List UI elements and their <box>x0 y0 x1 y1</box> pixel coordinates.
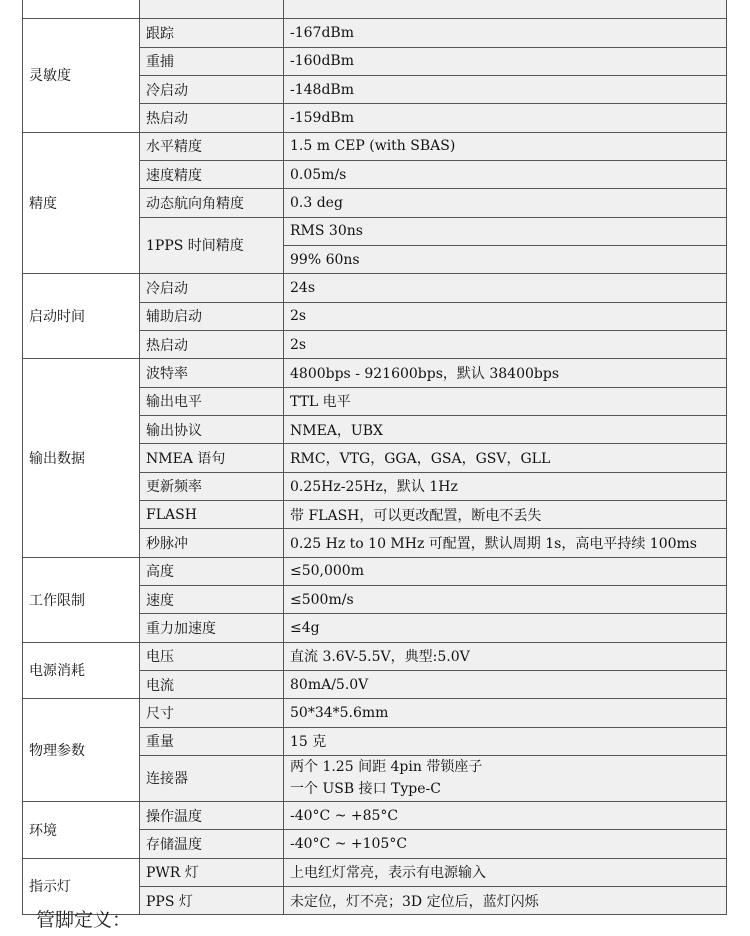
category-cell: 电源消耗 <box>23 642 140 699</box>
param-cell: 秒脉冲 <box>140 529 284 557</box>
param-cell: 操作温度 <box>140 801 284 829</box>
category-cell: 工作限制 <box>23 557 140 642</box>
category-cell: 灵敏度 <box>23 19 140 132</box>
param-cell: PPS 灯 <box>140 886 284 914</box>
param-cell: 更新频率 <box>140 472 284 500</box>
param-cell: 冷启动 <box>140 75 284 103</box>
table-row <box>23 359 727 387</box>
value-cell: 1.5 m CEP (with SBAS) <box>284 132 727 160</box>
param-cell: 尺寸 <box>140 699 284 727</box>
table-row <box>23 858 727 886</box>
category-cell: 环境 <box>23 801 140 858</box>
value-cell: ≤50,000m <box>284 557 727 585</box>
value-cell: ≤4g <box>284 614 727 642</box>
value-cell: RMS 30ns <box>284 217 727 245</box>
param-cell: 1PPS 时间精度 <box>140 217 284 274</box>
value-cell: 上电红灯常亮，表示有电源输入 <box>284 858 727 886</box>
value-cell: 2s <box>284 302 727 330</box>
value-cell: 0.3 deg <box>284 189 727 217</box>
category-cell: 输出数据 <box>23 359 140 557</box>
param-cell: 电流 <box>140 670 284 698</box>
spec-table <box>22 0 727 915</box>
param-cell: 重量 <box>140 727 284 755</box>
param-cell: NMEA 语句 <box>140 444 284 472</box>
table-row <box>23 0 727 19</box>
table-row <box>23 699 727 727</box>
value-cell: 99% 60ns <box>284 245 727 273</box>
value-line: 两个 1.25 间距 4pin 带锁座子 <box>290 759 483 776</box>
param-cell: 电压 <box>140 642 284 670</box>
value-cell: TTL 电平 <box>284 387 727 415</box>
value-cell: 未定位，灯不亮；3D 定位后，蓝灯闪烁 <box>284 886 727 914</box>
param-cell: 重力加速度 <box>140 614 284 642</box>
param-cell: 速度 <box>140 585 284 613</box>
value-line: 一个 USB 接口 Type-C <box>290 781 441 798</box>
value-cell: 带 FLASH，可以更改配置，断电不丢失 <box>284 500 727 528</box>
section-heading-pin-definition: 管脚定义： <box>36 909 132 931</box>
param-cell: 冷启动 <box>140 274 284 302</box>
param-cell: 输出电平 <box>140 387 284 415</box>
value-cell: -160dBm <box>284 47 727 75</box>
table-row <box>23 274 727 302</box>
param-cell: 高度 <box>140 557 284 585</box>
param-cell: PWR 灯 <box>140 858 284 886</box>
param-cell: 波特率 <box>140 359 284 387</box>
value-cell: 24s <box>284 274 727 302</box>
value-cell: 直流 3.6V-5.5V，典型:5.0V <box>284 642 727 670</box>
param-cell: 重捕 <box>140 47 284 75</box>
table-row <box>23 642 727 670</box>
value-cell: 0.05m/s <box>284 160 727 188</box>
value-cell: 80mA/5.0V <box>284 670 727 698</box>
value-cell: -40°C ~ +85°C <box>284 801 727 829</box>
param-cell: 速度精度 <box>140 160 284 188</box>
value-cell: 50*34*5.6mm <box>284 699 727 727</box>
category-cell <box>23 0 140 19</box>
table-row <box>23 19 727 47</box>
category-cell: 精度 <box>23 132 140 274</box>
param-cell <box>140 0 284 19</box>
value-cell: -40°C ~ +105°C <box>284 830 727 858</box>
param-cell: 动态航向角精度 <box>140 189 284 217</box>
value-cell: NMEA，UBX <box>284 415 727 443</box>
param-cell: 水平精度 <box>140 132 284 160</box>
param-cell: 辅助启动 <box>140 302 284 330</box>
value-cell: 2s <box>284 330 727 358</box>
value-cell: -167dBm <box>284 19 727 47</box>
value-cell: 0.25 Hz to 10 MHz 可配置，默认周期 1s，高电平持续 100ms <box>284 529 727 557</box>
value-cell: RMC，VTG，GGA，GSA，GSV，GLL <box>284 444 727 472</box>
value-cell: ≤500m/s <box>284 585 727 613</box>
table-row <box>23 557 727 585</box>
param-cell: 跟踪 <box>140 19 284 47</box>
param-cell: 热启动 <box>140 104 284 132</box>
param-cell: 输出协议 <box>140 415 284 443</box>
value-cell: 15 克 <box>284 727 727 755</box>
value-cell: -159dBm <box>284 104 727 132</box>
value-cell: 4800bps - 921600bps，默认 38400bps <box>284 359 727 387</box>
value-cell: -148dBm <box>284 75 727 103</box>
param-cell: 热启动 <box>140 330 284 358</box>
table-row <box>23 801 727 829</box>
param-cell: 连接器 <box>140 755 284 801</box>
param-cell: 存储温度 <box>140 830 284 858</box>
value-cell <box>284 0 727 19</box>
category-cell: 指示灯 <box>23 858 140 915</box>
category-cell: 物理参数 <box>23 699 140 802</box>
param-cell: FLASH <box>140 500 284 528</box>
value-cell <box>284 755 727 801</box>
value-cell: 0.25Hz-25Hz，默认 1Hz <box>284 472 727 500</box>
category-cell: 启动时间 <box>23 274 140 359</box>
table-row <box>23 132 727 160</box>
